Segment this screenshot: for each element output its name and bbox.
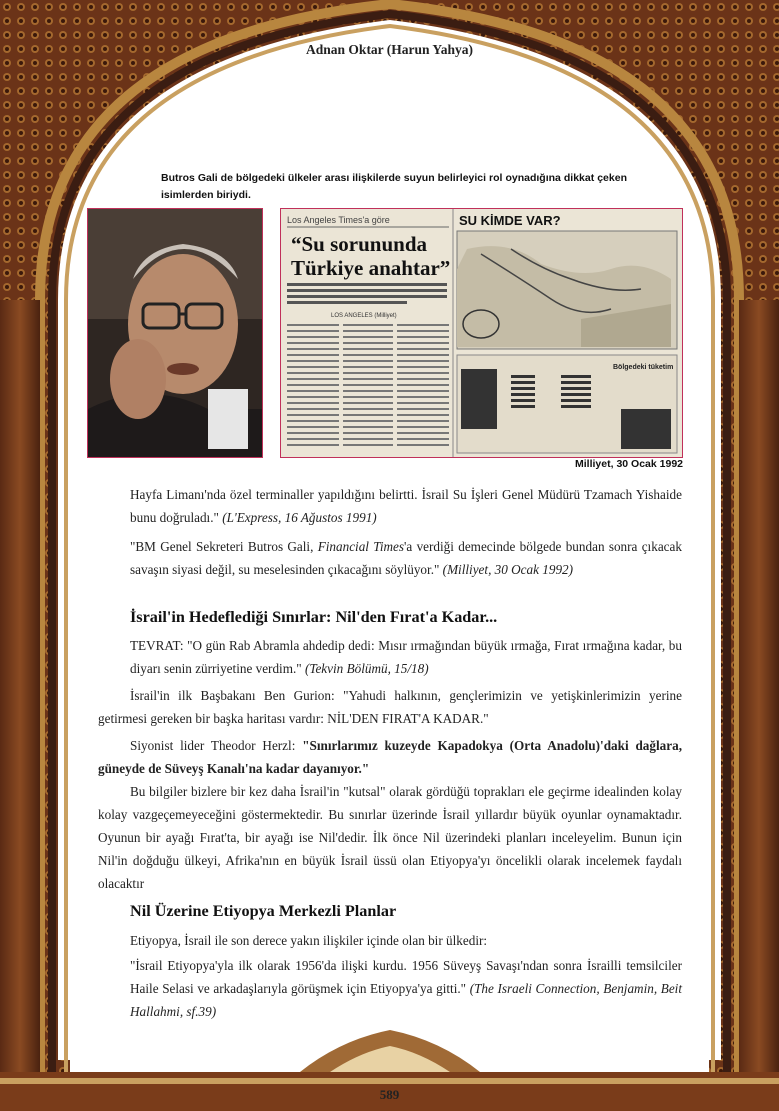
body-block-2 [98, 634, 682, 895]
paragraph-text: "İsrail Etiyopya'yla ilk olarak 1956'da ilişki kurdu. 1956 Süveyş Savaşı'ndan sonra İsrailli temsilciler Haile Selasi ve arkadaşlarıyla görüşmek için Etiyopya'ya gitti." [130, 958, 682, 996]
section-heading: Nil Üzerine Etiyopya Merkezli Planlar [130, 902, 397, 920]
citation: (Milliyet, 30 Ocak 1992) [442, 562, 574, 577]
clipping-map-title: SU KİMDE VAR? [459, 213, 561, 228]
newspaper-name: Financial Times [317, 539, 405, 554]
clipping-headline-2: Türkiye anahtar” [291, 256, 451, 280]
bold-quote: "Sınırlarımız kuzeyde Kapadokya (Orta Anadolu)'daki dağlara, güneyde de Süveyş Kanalı'na kadar dayanıyor." [98, 738, 682, 776]
body-block-3 [98, 929, 682, 1023]
figure-credit: Milliyet, 30 Ocak 1992 [575, 458, 683, 470]
clipping-kicker: Los Angeles Times'a göre [287, 215, 390, 225]
body-block-1 [98, 483, 682, 581]
paragraph [98, 954, 682, 1023]
paragraph: Bu bilgiler bizlere bir kez daha İsrail'in "kutsal" olarak gördüğü toprakları ele geçirme idealinden kolay kolay vazgeçemeyeceğini göstermektedir. Bu sınırlar üzerinde İsrail yıllardır büyük oyunlar oynamaktadır. Oyunun bir ayağı Fırat'ta, bir ayağı ise Nil'dedir. İlk önce Nil üzerindeki planları inceleyelim. Bunun için Nil'in doğduğu ülkeyi, Afrika'nın en büyük İsrail üssü olan Etiyopya'yı öncelikli olarak incelemek faydalı olacaktır [98, 784, 682, 891]
paragraph-text: 'a verdiği demecinde bölgede bundan sonra çıkacak savaşın siyasi değil, su meselesinden çıkacağını söylüyor." [130, 539, 682, 577]
section-heading: İsrail'in Hedeflediği Sınırlar: Nil'den Fırat'a Kadar... [130, 608, 498, 626]
portrait-photo [87, 208, 263, 458]
clipping-headline-1: “Su sorununda [291, 232, 427, 256]
paragraph-text: Siyonist lider Theodor Herzl: [130, 738, 303, 753]
paragraph: İsrail'in ilk Başbakanı Ben Gurion: "Yahudi halkının, gençlerimizin ve yetişkinlerimizin yerine getirmesi gereken bir başka haritası vardır: NİL'DEN FIRAT'A KADAR." [98, 688, 682, 726]
newspaper-clipping [280, 208, 683, 458]
paragraph [98, 634, 682, 680]
citation: (Tekvin Bölümü, 15/18) [304, 661, 429, 676]
page-number: 589 [379, 1087, 400, 1102]
figure-caption: Butros Gali de bölgedeki ülkeler arası ilişkilerde suyun belirleyici rol oynadığına dikkat çeken isimlerden biriydi. [161, 172, 627, 201]
citation: (L'Express, 16 Ağustos 1991) [222, 510, 377, 525]
paragraph-text: "BM Genel Sekreteri Butros Gali, [130, 539, 318, 554]
running-header: Adnan Oktar (Harun Yahya) [306, 42, 473, 57]
paragraph [98, 483, 682, 529]
clipping-dateline: LOS ANGELES (Milliyet) [331, 313, 397, 319]
paragraph [98, 535, 682, 581]
clipping-table-head: Bölgedeki tüketim [613, 364, 674, 371]
citation: (The Israeli Connection, Benjamin, Beit Hallahmi, sf.39) [130, 981, 682, 1019]
paragraph: Etiyopya, İsrail ile son derece yakın ilişkiler içinde olan bir ülkedir: [130, 933, 488, 948]
paragraph-text: TEVRAT: "O gün Rab Abramla ahdedip dedi: Mısır ırmağından büyük ırmağa, Fırat ırmağına kadar, bu diyarı senin zürriyetine verdim." [130, 638, 682, 676]
paragraph [98, 734, 682, 780]
paragraph-text: Hayfa Limanı'nda özel terminaller yapıldığını belirtti. İsrail Su İşleri Genel Müdürü Tzamach Yishaide bunu doğruladı." [130, 487, 682, 525]
